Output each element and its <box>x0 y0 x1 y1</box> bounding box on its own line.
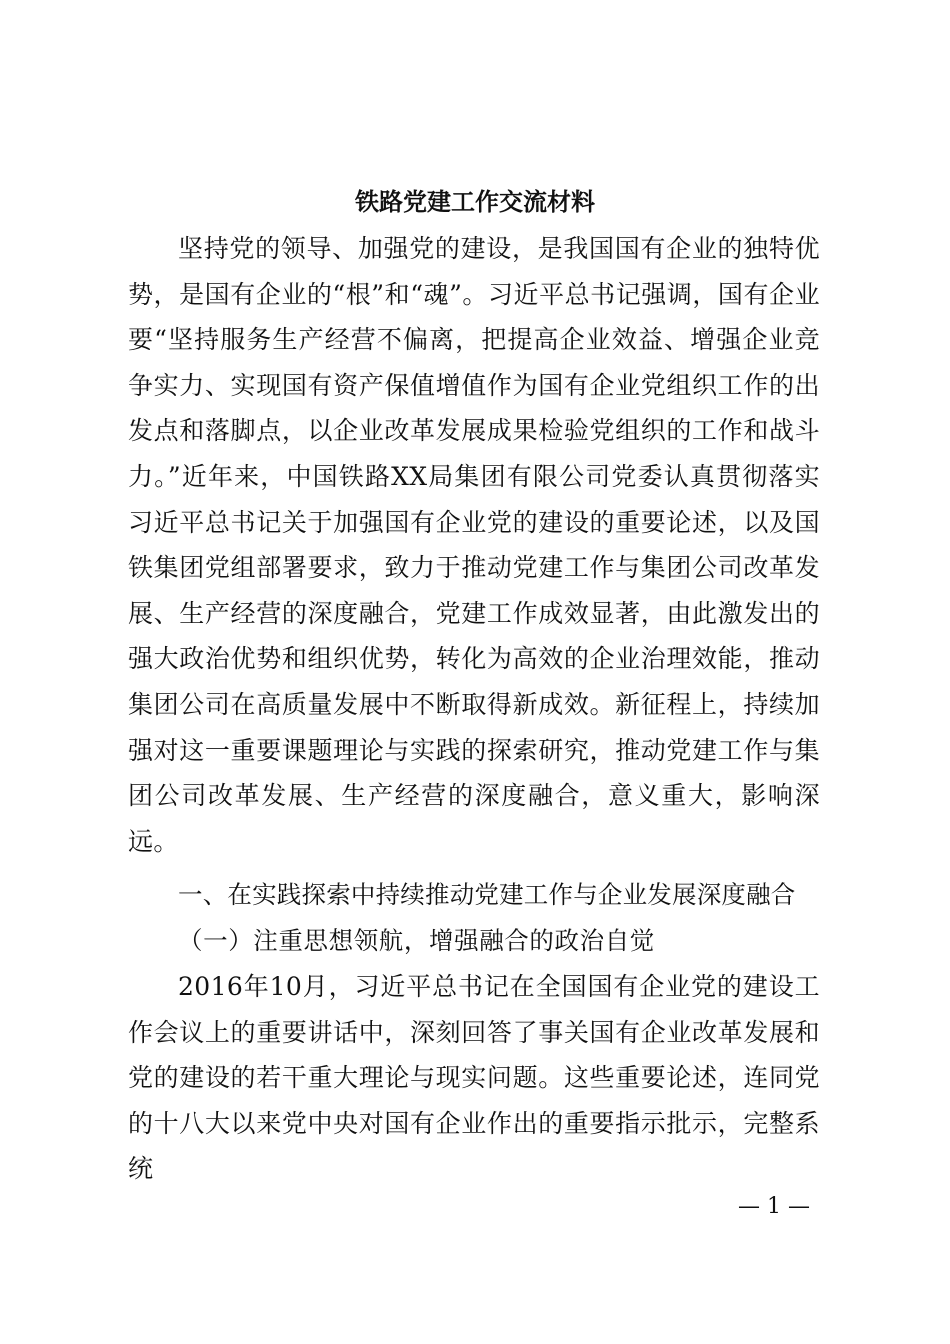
document-title: 铁路党建工作交流材料 <box>355 187 595 216</box>
intro-paragraph: 坚持党的领导、加强党的建设，是我国国有企业的独特优势，是国有企业的“根”和“魂”。习近平总书记强调，国有企业要“坚持服务生产经营不偏离，把提高企业效益、增强企业竞争实力、实现国有资产保值增值作为国有企业党组织工作的出发点和落脚点，以企业改革发展成果检验党组织的工作和战斗力。”近年来，中国铁路XX局集团有限公司党委认真贯彻落实习近平总书记关于加强国有企业党的建设的重要论述，以及国铁集团党组部署要求，致力于推动党建工作与集团公司改革发展、生产经营的深度融合，党建工作成效显著，由此激发出的强大政治优势和组织优势，转化为高效的企业治理效能，推动集团公司在高质量发展中不断取得新成效。新征程上，持续加强对这一重要课题理论与实践的探索研究，推动党建工作与集团公司改革发展、生产经营的深度融合，意义重大，影响深远。 <box>128 234 820 856</box>
subsection-heading: （一）注重思想领航，增强融合的政治自觉 <box>178 926 655 955</box>
page-number: — 1 — <box>738 1194 810 1219</box>
section-heading: 一、在实践探索中持续推动党建工作与企业发展深度融合 <box>178 880 796 909</box>
body-paragraph: 2016年10月，习近平总书记在全国国有企业党的建设工作会议上的重要讲话中，深刻回答了事关国有企业改革发展和党的建设的若干重大理论与现实问题。这些重要论述，连同党的十八大以来党中央对国有企业作出的重要指示批示，完整系统 <box>128 972 820 1184</box>
